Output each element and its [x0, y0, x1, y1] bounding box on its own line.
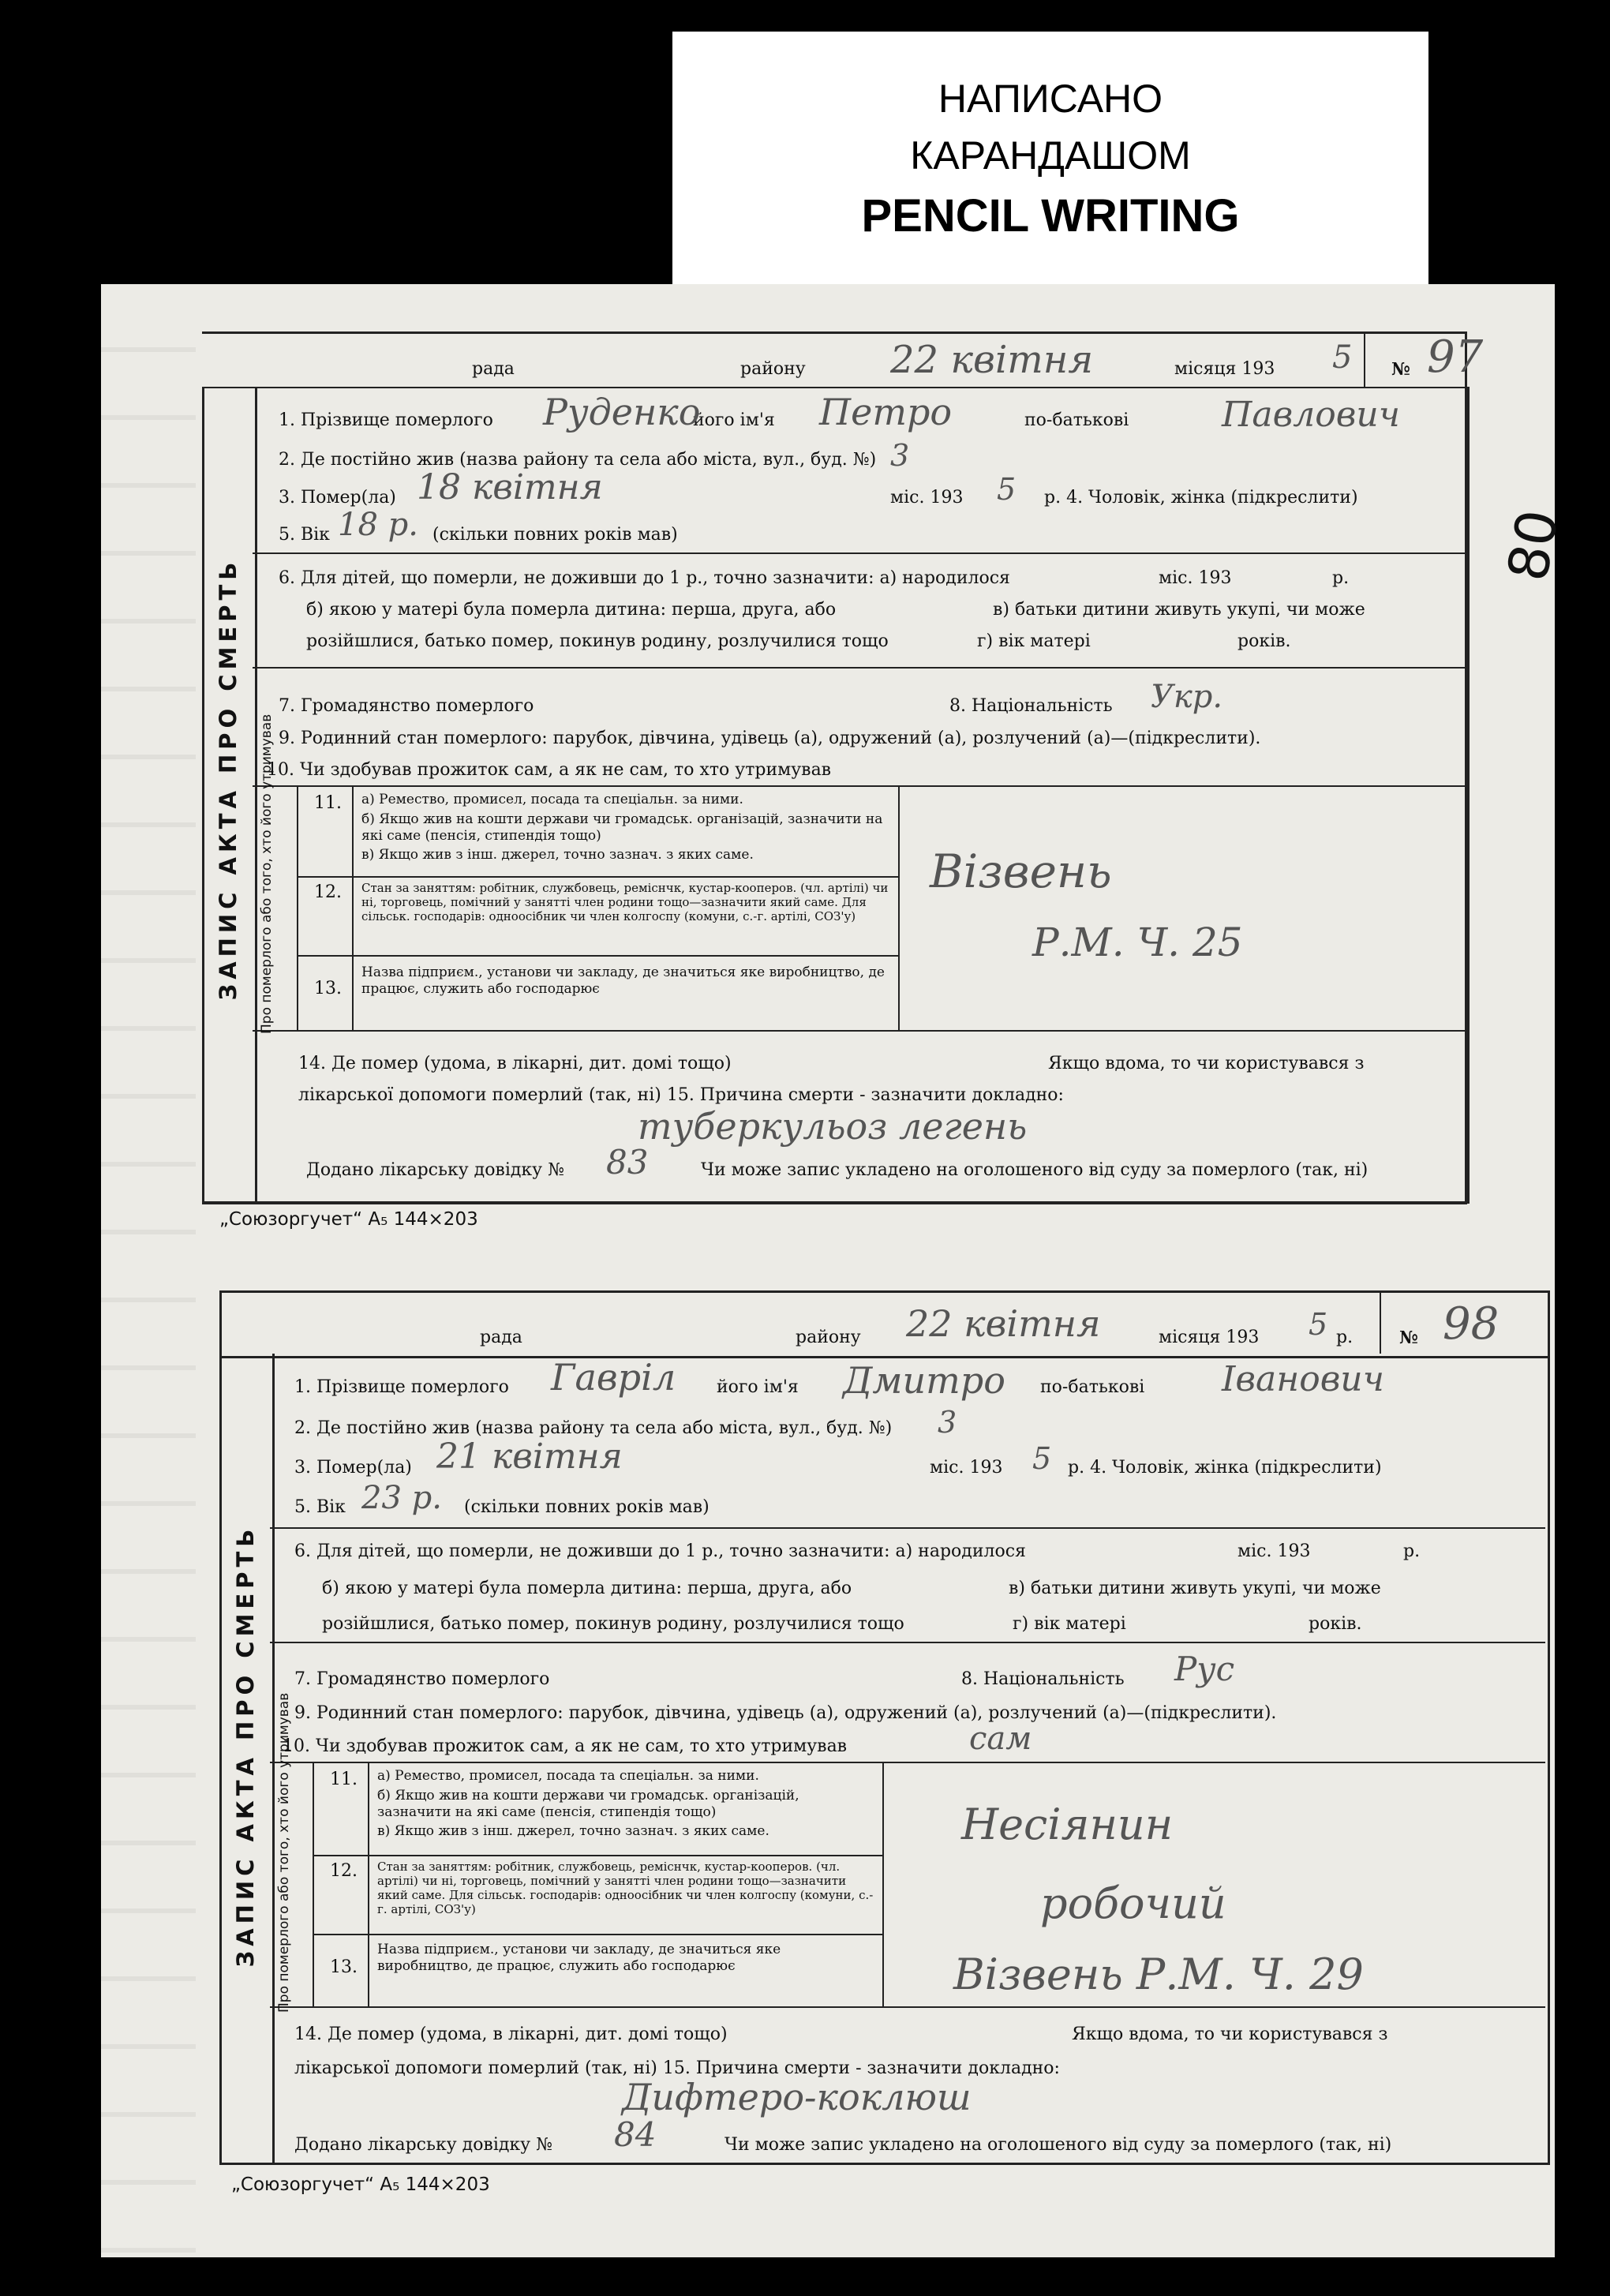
r1-hw-died-year: 5 — [997, 472, 1017, 507]
r2-hw-certificate: 84 — [614, 2115, 657, 2154]
record-2-side-band — [222, 1354, 275, 2163]
r2-l1a: 1. Прізвище померлого — [294, 1377, 509, 1397]
r1-l11n: 11. — [314, 793, 342, 813]
r1-hw-died: 18 квітня — [417, 467, 603, 508]
r1-l16a: Додано лікарську довідку № — [306, 1160, 564, 1180]
r2-l10: 10. Чи здобував прожиток сам, а як не сам, то хто утримував — [283, 1736, 848, 1756]
r2-l11c: в) Якщо жив з інш. джерел, точно зазнач. з яких саме. — [377, 1823, 769, 1839]
r2-l6h: років. — [1309, 1614, 1362, 1634]
record-1-header-rayonu: району — [740, 359, 806, 379]
r1-hw-surname: Руденко — [543, 391, 701, 433]
r2-l3a: 3. Помер(ла) — [294, 1458, 412, 1478]
r2-l14a: 14. Де помер (удома, в лікарні, дит. домі тощо) — [294, 2024, 728, 2044]
r2-l14c: лікарської допомоги померлий (так, ні) 15. Причина смерти - зазначити докладно: — [294, 2058, 1060, 2078]
r2-hw-died-year: 5 — [1032, 1441, 1052, 1476]
r1-l6a: 6. Для дітей, що померли, не доживши до 1 р., точно зазначити: а) народилося — [279, 568, 1010, 588]
label-line-2: КАРАНДАШОМ — [910, 133, 1191, 178]
r1-l2: 2. Де постійно жив (назва району та села або міста, вул., буд. №) — [279, 450, 877, 470]
record-2-header-rada: рада — [480, 1328, 522, 1347]
r2-l5a: 5. Вік — [294, 1497, 346, 1517]
record-2-hw-date: 22 квітня — [906, 1302, 1101, 1345]
r2-l9: 9. Родинний стан померлого: парубок, дівчина, удівець (а), одружений (а), розлучений (а)—(підкреслити). — [294, 1703, 1277, 1723]
record-2-hw-number: 98 — [1443, 1298, 1500, 1350]
r1-l11c: в) Якщо жив з інш. джерел, точно зазнач. з яких саме. — [361, 847, 754, 863]
r1-hw-cause: туберкульоз легень — [638, 1105, 1028, 1148]
r2-l3b: міс. 193 — [930, 1458, 1003, 1478]
r1-l3b: міс. 193 — [890, 488, 964, 508]
r1-hw-age: 18 р. — [338, 507, 418, 543]
r1-l12n: 12. — [314, 882, 342, 902]
r1-hw-occupation-a: Візвень — [930, 845, 1112, 898]
r2-hw-occupation-c: робочий — [1040, 1878, 1226, 1928]
record-2-header-rayonu: району — [796, 1328, 861, 1347]
record-1-hw-year: 5 — [1332, 339, 1353, 376]
r1-hw-occupation-b: Р.М. Ч. 25 — [1032, 920, 1243, 965]
record-2-header-no: № — [1399, 1328, 1418, 1348]
r2-hw-occupation-b: Несіянин — [961, 1800, 1174, 1849]
r2-l6d: б) якою у матері була померла дитина: перша, друга, або — [322, 1579, 852, 1598]
r1-l3a: 3. Помер(ла) — [279, 488, 396, 508]
r1-l14a: 14. Де помер (удома, в лікарні, дит. домі тощо) — [298, 1054, 732, 1073]
r2-l1b: його ім'я — [717, 1377, 799, 1397]
r2-l7a: 7. Громадянство померлого — [294, 1669, 550, 1689]
r2-hw-age: 23 р. — [361, 1480, 442, 1516]
r1-hw-certificate: 83 — [606, 1143, 649, 1182]
r2-hw-cause: Дифтеро-коклюш — [622, 2076, 972, 2118]
r2-l7b: 8. Національність — [961, 1669, 1125, 1689]
r1-l6g: г) вік матері — [977, 631, 1091, 651]
r1-l12: Стан за заняттям: робітник, службовець, реміснчк, кустар-кооперов. (чл. артілі) чи ні, торговець, помічний у занятті член родини тощо—зазначити який саме. Для сільськ. господарів: одноосібник чи член колгоспу (комуни, с.-г. артілі, СОЗ'у) — [361, 881, 889, 923]
r2-l6b: міс. 193 — [1237, 1541, 1311, 1561]
r1-l14c: лікарської допомоги померлий (так, ні) 15. Причина смерти - зазначити докладно: — [298, 1085, 1064, 1105]
r2-l6e: в) батьки дитини живуть укупі, чи може — [1009, 1579, 1381, 1598]
binding-edge — [101, 284, 196, 2257]
r1-l11b: б) Якщо жив на кошти держави чи громадськ. організацій, зазначити на які саме (пенсія, стипендія тощо) — [361, 811, 883, 844]
r2-hw-died: 21 квітня — [436, 1436, 623, 1477]
r1-l13n: 13. — [314, 979, 342, 998]
r1-l14b: Якщо вдома, то чи користувався з — [1048, 1054, 1365, 1073]
record-2-hw-year: 5 — [1309, 1307, 1328, 1342]
r1-side-small: Про померлого або того, хто його утримував — [259, 714, 275, 1034]
record-2-header-frame — [219, 1290, 1550, 1358]
r1-l6d: б) якою у матері була померла дитина: перша, друга, або — [306, 600, 837, 620]
record-1-side-title: ЗАПИС АКТА ПРО СМЕРТЬ — [215, 557, 242, 1001]
r1-l13: Назва підприєм., установи чи закладу, де значиться яке виробництво, де працює, служить або господарює — [361, 964, 885, 997]
r1-hw-patronymic: Павлович — [1222, 395, 1401, 435]
r2-hw-occupation-d: Візвень Р.М. Ч. 29 — [953, 1950, 1364, 1999]
r2-l5b: (скільки повних років мав) — [464, 1497, 710, 1517]
r2-l11a: а) Ремество, промисел, посада та спеціальн. за ними. — [377, 1768, 759, 1784]
r1-l1b: його ім'я — [693, 410, 775, 430]
r2-l13n: 13. — [330, 1957, 358, 1977]
r1-hw-name: Петро — [819, 391, 953, 433]
record-1-hw-number: 97 — [1427, 331, 1484, 383]
record-1-side-band — [204, 387, 257, 1201]
r2-l6a: 6. Для дітей, що померли, не доживши до 1 р., точно зазначити: а) народилося — [294, 1541, 1026, 1561]
r2-l11n: 11. — [330, 1770, 358, 1789]
r2-l6c: р. — [1403, 1541, 1421, 1561]
r2-l6g: г) вік матері — [1013, 1614, 1126, 1634]
document-sheet — [101, 284, 1571, 2257]
r1-hw-nationality: Укр. — [1151, 679, 1223, 715]
r1-l10: 10. Чи здобував прожиток сам, а як не сам, то хто утримував — [267, 760, 832, 780]
r2-side-small: Про померлого або того, хто його утримував — [276, 1692, 292, 2013]
label-line-1: НАПИСАНО — [938, 77, 1163, 121]
record-1-hw-date: 22 квітня — [890, 338, 1094, 382]
record-1-header-month: місяця 193 — [1174, 359, 1275, 379]
r2-l11b: б) Якщо жив на кошти держави чи громадськ. організацій, зазначити на які саме (пенсія, стипендія тощо) — [377, 1788, 799, 1820]
r2-l12: Стан за заняттям: робітник, службовець, реміснчк, кустар-кооперов. (чл. артілі) чи ні, торговець, помічний у занятті член родини тощо—зазначити який саме. Для сільськ. господарів: одноосібник чи член колгоспу (комуни, с.-г. артілі, СОЗ'у) — [377, 1860, 874, 1916]
r2-hw-residence: 3 — [938, 1405, 957, 1440]
r2-hw-patronymic: Іванович — [1222, 1359, 1385, 1399]
side-stamp-number: 80 — [1495, 505, 1571, 586]
r1-l5b: (скільки повних років мав) — [432, 525, 678, 545]
r1-l9: 9. Родинний стан померлого: парубок, дівчина, удівець (а), одружений (а), розлучений (а)—(підкреслити). — [279, 729, 1261, 748]
r1-l7b: 8. Національність — [949, 696, 1113, 716]
r2-l2: 2. Де постійно жив (назва району та села або міста, вул., буд. №) — [294, 1418, 893, 1438]
r2-hw-occupation-a: сам — [969, 1721, 1032, 1757]
r2-footer: „Союзоргучет“ А₅ 144×203 — [231, 2174, 490, 2195]
r2-l16b: Чи може запис укладено на оголошеного від суду за померлого (так, ні) — [724, 2135, 1392, 2155]
record-1-header-rada: рада — [472, 359, 515, 379]
r2-l16a: Додано лікарську довідку № — [294, 2135, 552, 2155]
r1-l7a: 7. Громадянство померлого — [279, 696, 534, 716]
r1-l1a: 1. Прізвище померлого — [279, 410, 493, 430]
r2-l6f: розійшлися, батько помер, покинув родину, розлучилися тощо — [322, 1614, 904, 1634]
r1-l6h: років. — [1237, 631, 1291, 651]
r1-l1c: по-батькові — [1024, 410, 1129, 430]
r1-l11a: а) Ремество, промисел, посада та спеціальн. за ними. — [361, 792, 743, 807]
r1-l16b: Чи може запис укладено на оголошеного від суду за померлого (так, ні) — [701, 1160, 1368, 1180]
r2-hw-surname: Гавріл — [551, 1356, 676, 1399]
record-2-header-month: місяця 193 — [1159, 1328, 1260, 1347]
r1-l6f: розійшлися, батько помер, покинув родину, розлучилися тощо — [306, 631, 889, 651]
record-1-header-no: № — [1391, 359, 1410, 380]
r1-hw-residence: 3 — [890, 438, 910, 473]
r2-l1c: по-батькові — [1040, 1377, 1145, 1397]
label-card — [672, 32, 1428, 292]
r1-l6e: в) батьки дитини живуть укупі, чи може — [993, 600, 1365, 620]
r1-footer: „Союзоргучет“ А₅ 144×203 — [219, 1209, 478, 1230]
r1-l6c: р. — [1332, 568, 1350, 588]
record-2-header-p: р. — [1336, 1328, 1354, 1347]
record-2-side-title: ЗАПИС АКТА ПРО СМЕРТЬ — [232, 1524, 259, 1968]
r2-hw-name: Дмитро — [843, 1359, 1005, 1402]
r2-l14b: Якщо вдома, то чи користувався з — [1072, 2024, 1388, 2044]
r1-l3c: р. 4. Чоловік, жінка (підкреслити) — [1044, 488, 1358, 508]
r1-l5a: 5. Вік — [279, 525, 330, 545]
r2-hw-nationality: Рус — [1174, 1650, 1235, 1688]
r2-l3c: р. 4. Чоловік, жінка (підкреслити) — [1068, 1458, 1382, 1478]
label-line-3: PENCIL WRITING — [861, 190, 1240, 242]
r2-l13: Назва підприєм., установи чи закладу, де значиться яке виробництво, де працює, служить або господарює — [377, 1942, 781, 1974]
r1-l6b: міс. 193 — [1159, 568, 1232, 588]
r2-l12n: 12. — [330, 1861, 358, 1881]
